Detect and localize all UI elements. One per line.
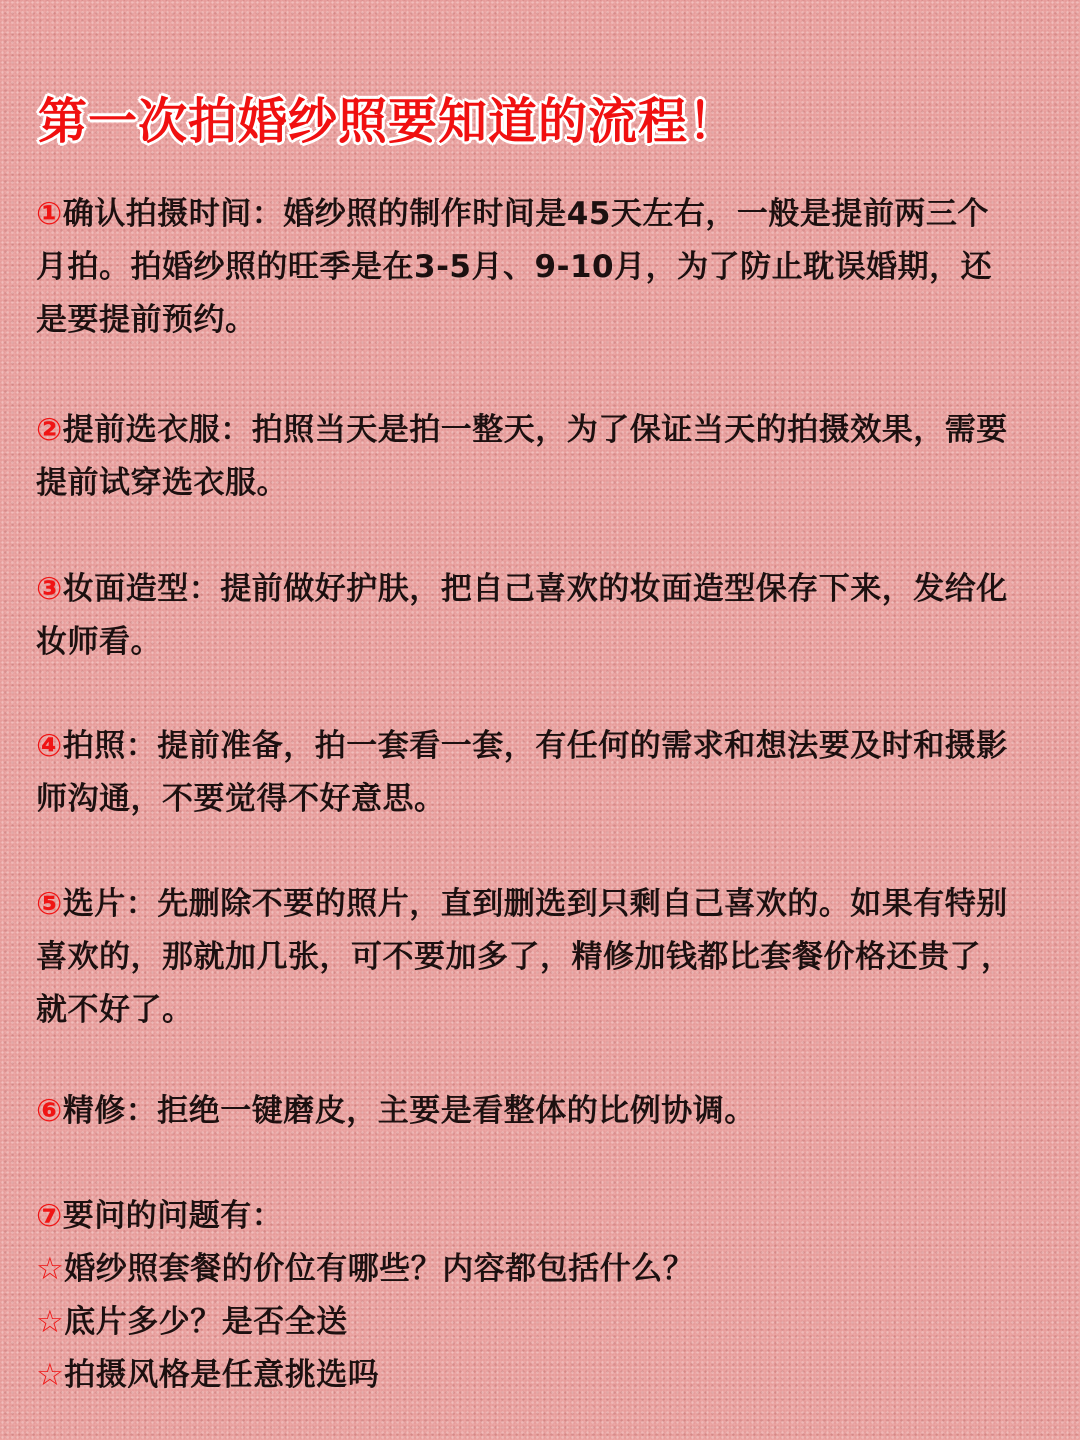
step-select-photos — [36, 878, 1016, 1037]
step-text: 确认拍摄时间：婚纱照的制作时间是45天左右，一般是提前两三个月拍。拍婚纱照的旺季是在3-5月、9-10月，为了防止耽误婚期，还是要提前预约。 — [36, 196, 993, 338]
step-text: 妆面造型：提前做好护肤，把自己喜欢的妆面造型保存下来，发给化妆师看。 — [36, 571, 1008, 660]
step-number: ⑦ — [36, 1198, 63, 1234]
star-icon: ☆ — [36, 1304, 65, 1340]
questions-heading — [36, 1190, 1016, 1243]
step-number: ① — [36, 196, 63, 232]
question-text: 拍摄风格是任意挑选吗 — [64, 1357, 380, 1393]
step-text: 提前选衣服：拍照当天是拍一整天，为了保证当天的拍摄效果，需要提前试穿选衣服。 — [36, 412, 1008, 501]
question-text: 底片多少？是否全送 — [64, 1304, 348, 1340]
step-text: 要问的问题有： — [62, 1198, 284, 1234]
step-number: ③ — [36, 571, 63, 607]
question-item — [36, 1349, 1016, 1402]
step-shooting — [36, 720, 1016, 826]
step-choose-clothes — [36, 404, 1016, 510]
step-makeup — [36, 563, 1016, 669]
question-item — [36, 1243, 1016, 1296]
step-retouch — [36, 1085, 1016, 1138]
page-title: 第一次拍婚纱照要知道的流程！ — [38, 93, 739, 150]
step-number: ④ — [36, 728, 63, 764]
step-number: ② — [36, 412, 63, 448]
step-text: 选片：先删除不要的照片，直到删选到只剩自己喜欢的。如果有特别喜欢的，那就加几张，可不要加多了，精修加钱都比套餐价格还贵了，就不好了。 — [36, 886, 1013, 1028]
step-questions — [36, 1190, 1016, 1402]
question-text: 婚纱照套餐的价位有哪些？内容都包括什么？ — [64, 1251, 695, 1287]
step-number: ⑤ — [36, 886, 63, 922]
step-text: 精修：拒绝一键磨皮，主要是看整体的比例协调。 — [62, 1093, 756, 1129]
step-confirm-time — [36, 188, 1016, 347]
step-number: ⑥ — [36, 1093, 63, 1129]
question-item — [36, 1296, 1016, 1349]
star-icon: ☆ — [36, 1357, 65, 1393]
step-text: 拍照：提前准备，拍一套看一套，有任何的需求和想法要及时和摄影师沟通，不要觉得不好意思。 — [36, 728, 1008, 817]
star-icon: ☆ — [36, 1251, 65, 1287]
